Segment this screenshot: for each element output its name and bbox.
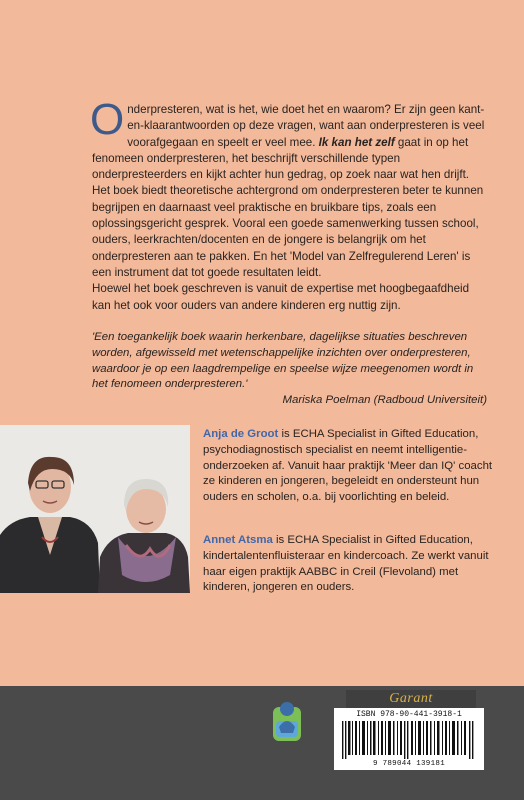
blurb-text-1a: nderpresteren, wat is het, wie doet het en waarom? Er zijn geen kant-en-klaarantwoorden op deze vragen, want aan onderpresteren is veel voorafgegaan en speelt er veel mee. [127,103,485,149]
quote-source: Mariska Poelman (Radboud Universiteit) [282,394,487,407]
author-name-2: Annet Atsma [203,534,273,546]
ean-digits: 9 789044 139181 [372,760,445,768]
blurb-paragraph-3: Hoewel het boek geschreven is vanuit de expertise met hoogbegaafdheid kan het ook voor ouders van andere kinderen erg nuttig zijn. [92,282,470,312]
author-bio-text-1: is ECHA Specialist in Gifted Education, psychodiagnostisch specialist en neemt intelligentie-onderzoeken af. Vanuit haar praktijk 'Meer dan IQ' coacht ze kinderen en jongeren, begeleidt en ondersteunt hun ouders en scholen, o.a. bij voorlichting en beleid. [203,428,493,504]
author-bio-1 [203,427,493,506]
isbn-text: ISBN 978-90-441-3918-1 [356,710,462,719]
book-title-inline: Ik kan het zelf [318,135,395,149]
endorsement-quote [92,330,487,409]
mascot-badge-icon [267,697,307,750]
author-name-1: Anja de Groot [203,428,279,440]
blurb [90,95,487,314]
quote-text: 'Een toegankelijk boek waarin herkenbare, dagelijkse situaties beschreven worden, afgewisseld met wetenschappelijke inzichten over onderpresteren, waardoor je op een laagdrempelige en speelse wijze meegenomen wordt in het fenomeen onderpresteren.' [92,331,474,391]
blurb-paragraph-2: Het boek biedt theoretische achtergrond om onderpresteren beter te kunnen begrijpen en daarnaast veel praktische en bruikbare tips, zoals een oplossingsgericht gesprek. Vooral een goede samenwerking tussen school, ouders, leerkrachten/docenten en de jongere is belangrijk om het onderpresteren aan te pakken. En het 'Model van Zelfregulerend Leren' is een instrument dat tot goede resultaten leidt. [92,184,484,279]
author-bio-2 [203,533,493,596]
blurb-paragraph-1 [90,95,487,183]
barcode-bars [340,721,478,759]
publisher-logo: Garant [346,690,476,708]
barcode [334,708,484,770]
blurb-text-1b: gaat in op het fenomeen onderpresteren, het beschrijft verschillende typen onderpresteerders en kijkt achter hun gedrag, op zoek naar wat hen drijft. [92,135,470,182]
authors-photo [0,425,190,593]
drop-cap: O [90,95,125,144]
authors-photo-illustration [0,425,190,593]
author-bio-text-2: is ECHA Specialist in Gifted Education, kindertalentenfluisteraar en kindercoach. Ze werkt vanuit haar eigen praktijk AABBC in Creil (Flevoland) met kinderen, jongeren en ouders. [203,534,489,594]
